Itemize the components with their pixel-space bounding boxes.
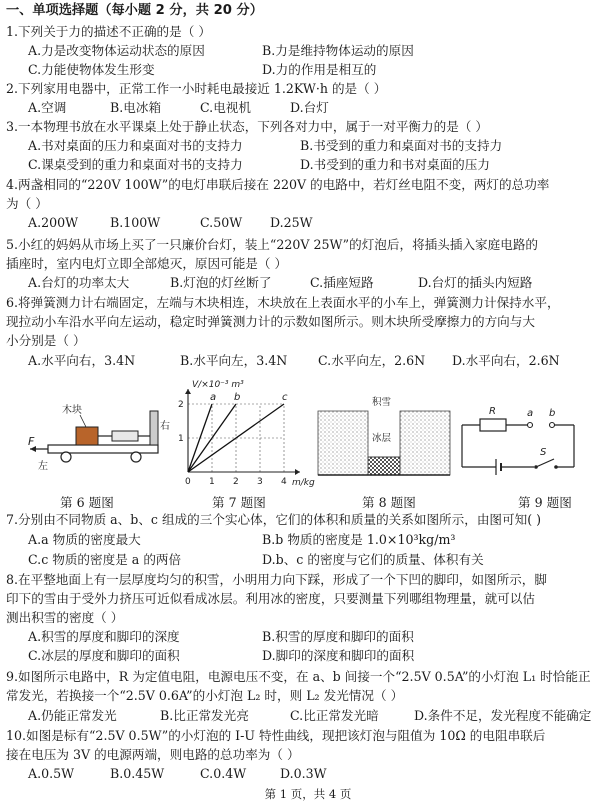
fig9-circuit xyxy=(452,403,582,483)
q8-option-a[interactable]: A.积雪的厚度和脚印的深度 xyxy=(28,629,180,644)
cart-wheel-left xyxy=(61,452,71,462)
fig6-caption: 第 6 题图 xyxy=(60,495,114,510)
q10-stem-line-1: 10.如图是标有“2.5V 0.5W”的小灯泡的 I-U 特性曲线，现把该灯泡与阻值为 10Ω 的电阻串联后 xyxy=(6,728,546,743)
fig7-chart xyxy=(170,377,316,489)
fig9-terminal-a-label: a xyxy=(527,408,534,419)
q10-option-b[interactable]: B.0.45W xyxy=(110,766,165,781)
fig6-left-label: 左 xyxy=(38,461,48,472)
fig7-x-tick-label: 2 xyxy=(233,477,239,487)
q5-option-a[interactable]: A.台灯的功率太大 xyxy=(28,275,130,290)
fig7-series-label-b: b xyxy=(234,392,241,403)
fig7-x-tick-label: 4 xyxy=(281,477,287,487)
wood-block xyxy=(76,427,98,445)
q6-option-c[interactable]: C.水平向左，2.6N xyxy=(318,353,426,368)
q3-option-d[interactable]: D.书受到的重力和书对桌面的压力 xyxy=(300,157,490,172)
q3-option-c[interactable]: C.课桌受到的重力和桌面对书的支持力 xyxy=(28,157,243,172)
q3-option-a[interactable]: A.书对桌面的压力和桌面对书的支持力 xyxy=(28,138,243,153)
fig7-series-label-c: c xyxy=(282,392,288,403)
q1-stem: 1.下列关于力的描述不正确的是（ ） xyxy=(6,24,211,39)
q10-stem-line-2: 接在电压为 3V 的电源两端，则电路的总功率为（ ） xyxy=(6,747,300,762)
fig9-caption: 第 9 题图 xyxy=(518,495,572,510)
q4-option-b[interactable]: B.100W xyxy=(110,215,161,230)
fig6-force-label: F xyxy=(28,435,35,448)
q1-option-a[interactable]: A.力是改变物体运动状态的原因 xyxy=(28,43,205,58)
fig7-x-axis-label: m/kg xyxy=(292,478,315,488)
fig7-x-tick-label: 1 xyxy=(209,477,215,487)
q9-option-c[interactable]: C.比正常发光暗 xyxy=(290,708,379,723)
q2-stem: 2.下列家用电器中，正常工作一小时耗电最接近 1.2KW·h 的是（ ） xyxy=(6,81,387,96)
fig9-terminal-b xyxy=(550,423,555,428)
fig8-diagram xyxy=(316,395,452,483)
fig9-resistor xyxy=(480,419,506,431)
fig9-resistor-label: R xyxy=(489,406,496,417)
q5-stem-line-1: 5.小红的妈妈从市场上买了一只廉价台灯，装上“220V 25W”的灯泡后，将插头插入家庭电路的 xyxy=(6,237,539,252)
q8-option-b[interactable]: B.积雪的厚度和脚印的面积 xyxy=(262,629,414,644)
q7-option-b[interactable]: B.b 物质的密度是 1.0×10³kg/m³ xyxy=(262,532,456,547)
q5-option-c[interactable]: C.插座短路 xyxy=(310,275,374,290)
fig8-caption: 第 8 题图 xyxy=(362,495,416,510)
q8-stem-line-2: 印下的雪由于受外力挤压可近似看成冰层。利用冰的密度，只要测量下列哪组物理量，就可以估 xyxy=(6,591,535,606)
section-title: 一、单项选择题（每小题 2 分，共 20 分） xyxy=(6,3,263,18)
fig7-caption: 第 7 题图 xyxy=(212,495,266,510)
q2-option-c[interactable]: C.电视机 xyxy=(200,100,251,115)
q6-option-d[interactable]: D.水平向右，2.6N xyxy=(452,353,560,368)
fig8-ice-layer xyxy=(368,457,400,475)
q3-stem: 3.一本物理书放在水平课桌上处于静止状态，下列各对力中，属于一对平衡力的是（ ） xyxy=(6,119,488,134)
q6-stem-line-3: 小分别是（ ） xyxy=(6,333,86,348)
fig9-terminal-b-label: b xyxy=(549,408,556,419)
figures-row xyxy=(0,375,616,510)
q2-option-d[interactable]: D.台灯 xyxy=(290,100,329,115)
q4-stem-line-2: 为（ ） xyxy=(6,196,48,211)
q8-option-d[interactable]: D.脚印的深度和脚印的面积 xyxy=(262,648,415,663)
fig7-series-label-a: a xyxy=(210,392,217,403)
q4-option-a[interactable]: A.200W xyxy=(28,215,79,230)
q10-option-d[interactable]: D.0.3W xyxy=(280,766,327,781)
q10-option-c[interactable]: C.0.4W xyxy=(200,766,247,781)
fig9-switch xyxy=(536,459,554,467)
q6-stem-line-1: 6.将弹簧测力计右端固定，左端与木块相连，木块放在上表面水平的小车上，弹簧测力计保持水平， xyxy=(6,295,560,310)
fig7-x-tick-label: 0 xyxy=(185,477,191,487)
fig8-snow-label: 积雪 xyxy=(372,397,392,408)
q1-option-b[interactable]: B.力是维持物体运动的原因 xyxy=(262,43,414,58)
q7-option-c[interactable]: C.c 物质的密度是 a 的两倍 xyxy=(28,552,182,567)
q10-option-a[interactable]: A.0.5W xyxy=(28,766,75,781)
q8-stem-line-1: 8.在平整地面上有一层厚度均匀的积雪，小明用力向下踩，形成了一个下凹的脚印，如图所示，脚 xyxy=(6,572,547,587)
fig7-y-tick-label: 2 xyxy=(178,400,184,410)
q4-option-d[interactable]: D.25W xyxy=(270,215,313,230)
cart-wheel-right xyxy=(131,452,141,462)
q8-stem-line-3: 测出积雪的密度（ ） xyxy=(6,610,124,625)
q9-option-a[interactable]: A.仍能正常发光 xyxy=(28,708,117,723)
q6-option-b[interactable]: B.水平向左，3.4N xyxy=(180,353,288,368)
q9-option-d[interactable]: D.条件不足，发光程度不能确定 xyxy=(414,708,592,723)
q8-option-c[interactable]: C.冰层的厚度和脚印的面积 xyxy=(28,648,180,663)
q5-stem-line-2: 插座时，室内电灯立即全部熄灭，原因可能是（ ） xyxy=(6,256,288,271)
spring-scale xyxy=(112,431,138,441)
q2-option-a[interactable]: A.空调 xyxy=(28,100,67,115)
q6-option-a[interactable]: A.水平向右，3.4N xyxy=(28,353,136,368)
fig6-right-label: 右 xyxy=(160,421,170,432)
q7-stem: 7.分别由不同物质 a、b、c 组成的三个实心体，它们的体积和质量的关系如图所示，由图可知( ) xyxy=(6,512,542,527)
q9-stem-line-2: 常发光，若换接一个“2.5V 0.6A”的小灯泡 L₂ 时，则 L₂ 发光情况（ ） xyxy=(6,688,404,703)
q4-option-c[interactable]: C.50W xyxy=(200,215,243,230)
fig6-diagram xyxy=(28,393,168,473)
q3-option-b[interactable]: B.书受到的重力和桌面对书的支持力 xyxy=(300,138,503,153)
fig6-block-label: 木块 xyxy=(62,405,82,416)
fig9-switch-label: S xyxy=(540,447,547,458)
q2-option-b[interactable]: B.电冰箱 xyxy=(110,100,162,115)
q7-option-d[interactable]: D.b、c 的密度与它们的质量、体积有关 xyxy=(262,552,484,567)
fig8-ice-label: 冰层 xyxy=(372,433,392,444)
fig7-x-tick-label: 3 xyxy=(257,477,263,487)
q9-stem-line-1: 9.如图所示电路中，R 为定值电阻，电源电压不变，在 a、b 间接一个“2.5V 0.5A”的小灯泡 L₁ 时恰能正 xyxy=(6,669,591,684)
q9-option-b[interactable]: B.比正常发光亮 xyxy=(160,708,249,723)
fig9-terminal-a xyxy=(528,423,533,428)
page-footer: 第 1 页，共 4 页 xyxy=(264,787,352,801)
fig7-y-tick-label: 1 xyxy=(178,434,184,444)
q7-option-a[interactable]: A.a 物质的密度最大 xyxy=(28,532,141,547)
q5-option-b[interactable]: B.灯泡的灯丝断了 xyxy=(170,275,272,290)
q5-option-d[interactable]: D.台灯的插头内短路 xyxy=(418,275,533,290)
q1-option-c[interactable]: C.力能使物体发生形变 xyxy=(28,62,155,77)
q1-option-d[interactable]: D.力的作用是相互的 xyxy=(262,62,377,77)
q4-stem-line-1: 4.两盏相同的“220V 100W”的电灯串联后接在 220V 的电路中，若灯丝电阻不变，两灯的总功率 xyxy=(6,177,550,192)
q6-stem-line-2: 现拉动小车沿水平向左运动，稳定时弹簧测力计的示数如图所示。则木块所受摩擦力的方向与大 xyxy=(6,314,535,329)
fig7-y-axis-label: V/×10⁻³ m³ xyxy=(192,380,244,390)
